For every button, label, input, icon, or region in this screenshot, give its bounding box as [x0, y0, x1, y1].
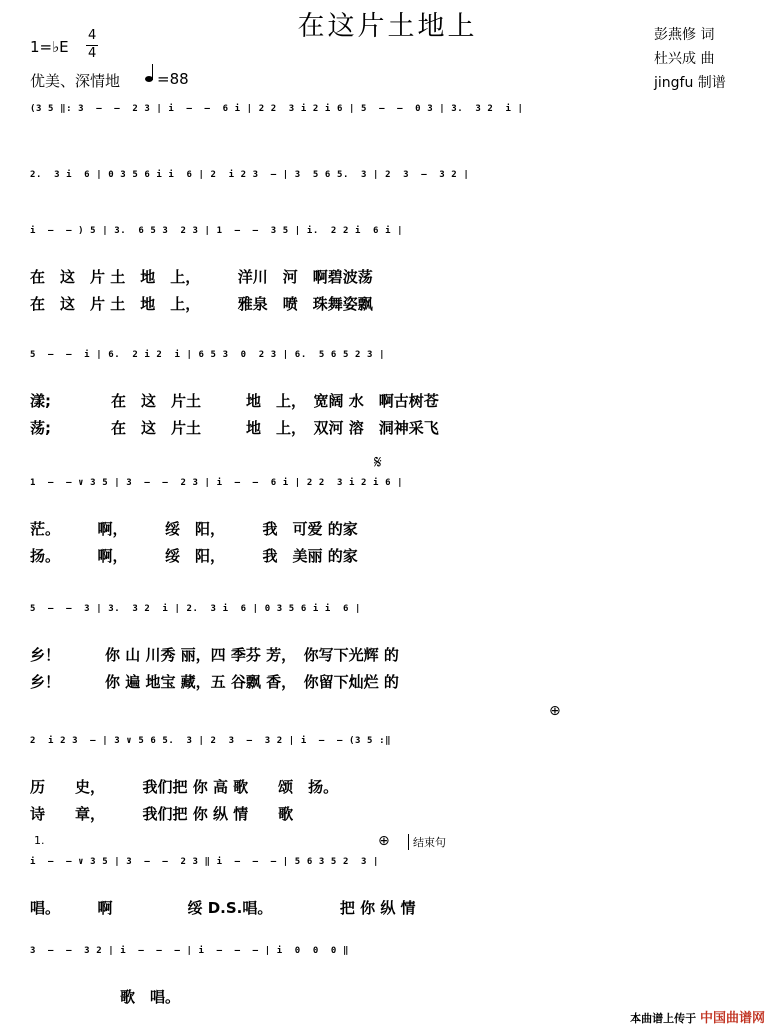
- notation-line: 5 – – i | 6. 2 i 2 i | 6 5 3 0 2 3 | 6. 5 6 5 2 3 |: [30, 350, 386, 360]
- lyric-line: 漾; 在 这 片土 地 上， 宽阔 水 啊古树苍: [30, 392, 439, 410]
- tempo-marking: =88: [157, 70, 189, 88]
- notation-line: 1 – – ∨ 3 5 | 3 – – 2 3 | i – – 6 i | 2 2 3 i 2 i 6 |: [30, 478, 404, 488]
- segno-icon: 𝄋: [374, 452, 382, 473]
- notation-line: 5 – – 3 | 3. 3 2 i | 2. 3 i 6 | 0 3 5 6 i i 6 |: [30, 604, 362, 614]
- lyric-line: 在 这 片 土 地 上， 雅泉 喷 珠舞姿飘: [30, 295, 373, 313]
- lyric-line: 歌 唱。: [30, 988, 181, 1006]
- footer-text: 本曲谱上传于: [630, 1012, 697, 1025]
- lyric-line: 扬。 啊， 绥 阳， 我 美丽 的家: [30, 547, 358, 565]
- volta-one: 1.: [34, 834, 45, 847]
- site-logo: 中国曲谱网: [699, 1011, 765, 1026]
- lyric-line: 在 这 片 土 地 上， 洋川 河 啊碧波荡: [30, 268, 373, 286]
- notation-line: 3 – – 3 2 | i – – – | i – – – | i 0 0 0 ‖: [30, 946, 349, 956]
- lyric-line: 唱。 啊 绥 D.S.唱。 把 你 纵 情: [30, 899, 416, 917]
- notation-line: 2 i 2 3 – | 3 ∨ 5 6 5. 3 | 2 3 – 3 2 | i – – (3 5 :‖: [30, 736, 392, 746]
- time-signature-bottom: 4: [88, 46, 97, 61]
- coda-icon-1: ⊕: [549, 703, 561, 719]
- time-signature-top: 4: [88, 28, 97, 43]
- ending-label: 结束句: [408, 834, 450, 850]
- lyric-line: 乡！ 你 山 川秀 丽，四 季芬 芳， 你写下光辉 的: [30, 646, 399, 664]
- lyric-line: 乡！ 你 遍 地宝 藏，五 谷飘 香， 你留下灿烂 的: [30, 673, 399, 691]
- lyric-line: 历 史， 我们把 你 高 歌 颂 扬。: [30, 778, 339, 796]
- notation-line: (3 5 ‖: 3 – – 2 3 | i – – 6 i | 2 2 3 i 2 i 6 | 5 – – 0 3 | 3. 3 2 i |: [30, 104, 524, 114]
- coda-icon-2: ⊕: [378, 833, 390, 849]
- composer-credit: 杜兴成 曲: [654, 51, 715, 67]
- notation-line: i – – ) 5 | 3. 6 5 3 2 3 | 1 – – 3 5 | i. 2 2 i 6 i |: [30, 226, 404, 236]
- lyric-line: 荡; 在 这 片土 地 上， 双河 溶 洞神采飞: [30, 419, 439, 437]
- lyric-line: 茫。 啊， 绥 阳， 我 可爱 的家: [30, 520, 358, 538]
- notation-line: 2. 3 i 6 | 0 3 5 6 i i 6 | 2 i 2 3 – | 3 5 6 5. 3 | 2 3 – 3 2 |: [30, 170, 470, 180]
- quarter-note-icon: [145, 76, 153, 82]
- footer: [630, 1007, 765, 1026]
- lyric-line: 诗 章， 我们把 你 纵 情 歌: [30, 805, 294, 823]
- score-title: 在这片土地上: [297, 11, 478, 42]
- arranger-credit: jingfu 制谱: [654, 75, 726, 91]
- key-signature: 1=♭E: [30, 38, 69, 56]
- lyricist-credit: 彭燕修 词: [654, 27, 715, 43]
- expression-marking: 优美、深情地: [30, 72, 121, 90]
- notation-line: i – – ∨ 3 5 | 3 – – 2 3 ‖ i – – – | 5 6 3 5 2 3 |: [30, 857, 380, 867]
